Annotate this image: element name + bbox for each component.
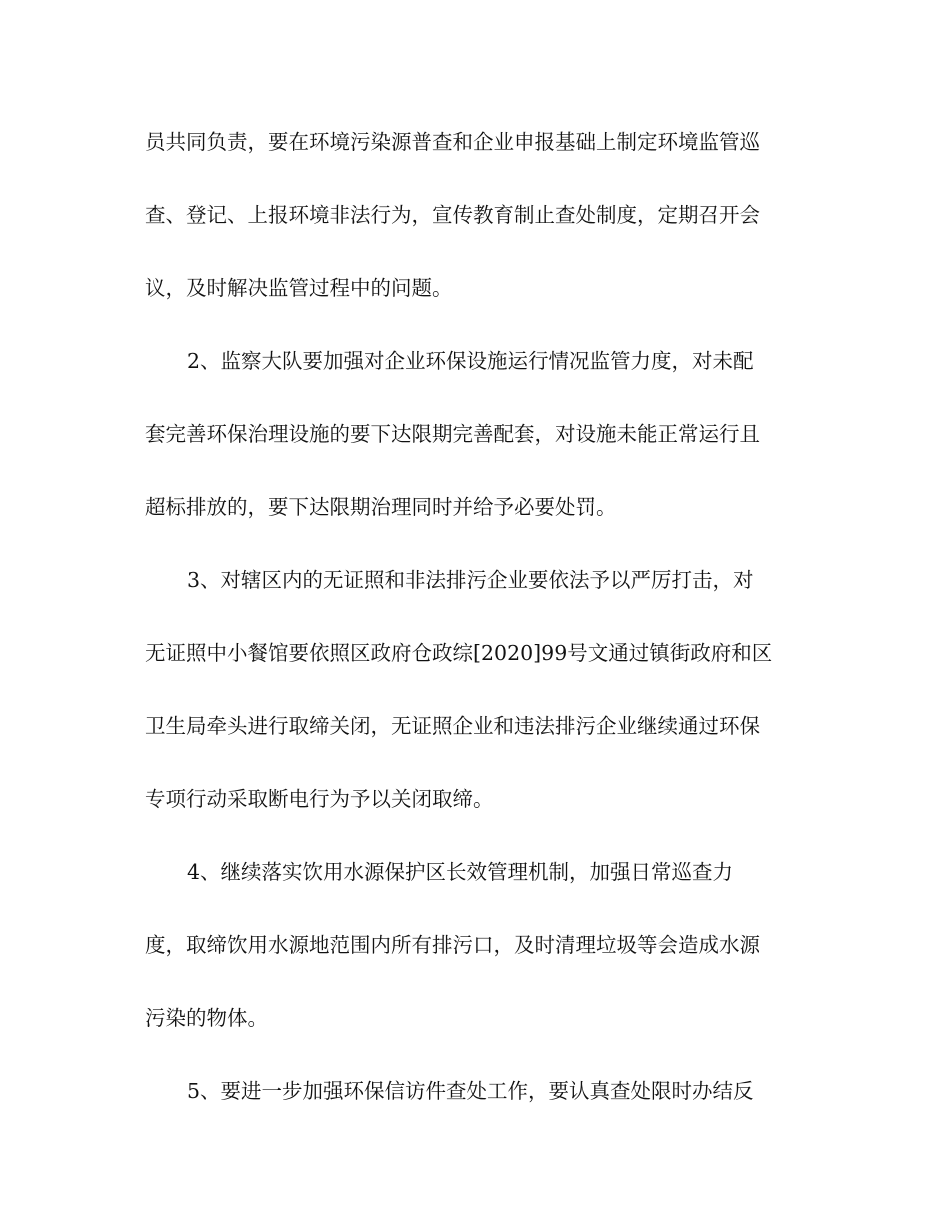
- paragraph-3-first-line: 3、对辖区内的无证照和非法排污企业要依法予以严厉打击，对: [187, 568, 754, 592]
- paragraph-5-first-line: 5、要进一步加强环保信访件查处工作，要认真查处限时办结反: [187, 1079, 754, 1103]
- text-line: 无证照中小餐馆要依照区政府仓政综[2020]99号文通过镇街政府和区: [145, 641, 773, 665]
- text-line: 套完善环保治理设施的要下达限期完善配套，对设施未能正常运行且: [145, 422, 760, 446]
- text-line: 查、登记、上报环境非法行为，宣传教育制止查处制度，定期召开会: [145, 203, 760, 227]
- paragraph-2-first-line: 2、监察大队要加强对企业环保设施运行情况监管力度，对未配: [187, 349, 754, 373]
- text-line: 污染的物体。: [145, 1006, 268, 1030]
- text-line: 卫生局牵头进行取缔关闭，无证照企业和违法排污企业继续通过环保: [145, 714, 760, 738]
- text-line: 超标排放的，要下达限期治理同时并给予必要处罚。: [145, 495, 617, 519]
- text-line: 议，及时解决监管过程中的问题。: [145, 276, 453, 300]
- text-line: 专项行动采取断电行为予以关闭取缔。: [145, 787, 494, 811]
- text-line: 员共同负责，要在环境污染源普查和企业申报基础上制定环境监管巡: [145, 130, 760, 154]
- text-line: 度，取缔饮用水源地范围内所有排污口，及时清理垃圾等会造成水源: [145, 933, 760, 957]
- paragraph-4-first-line: 4、继续落实饮用水源保护区长效管理机制，加强日常巡查力: [187, 860, 734, 884]
